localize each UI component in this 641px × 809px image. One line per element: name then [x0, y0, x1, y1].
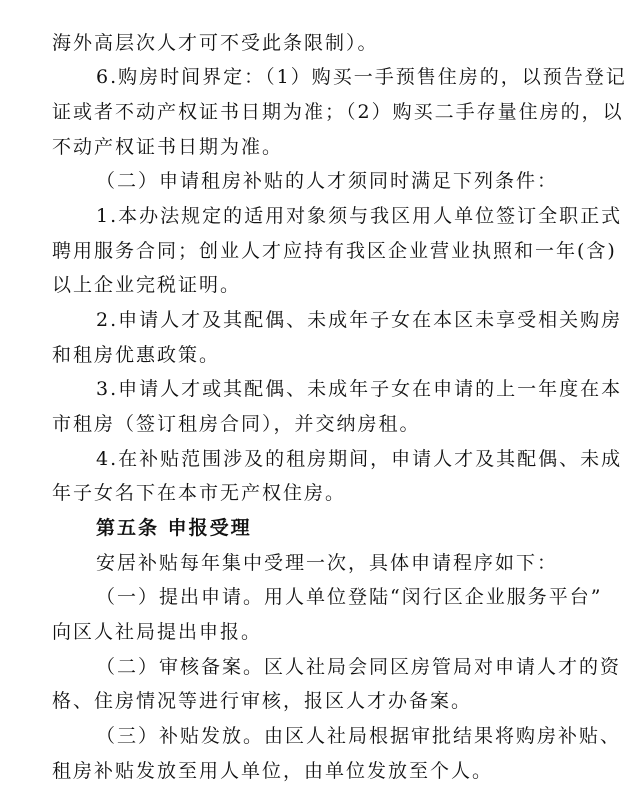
text-line: 租房补贴发放至用人单位，由单位发放至个人。	[52, 760, 494, 782]
text-line: 2.申请人才及其配偶、未成年子女在本区未享受相关购房	[96, 309, 623, 331]
text-line: 以上企业完税证明。	[52, 274, 242, 296]
text-line: 市租房（签订租房合同），并交纳房租。	[52, 413, 421, 435]
text-line: 证或者不动产权证书日期为准；（2）购买二手存量住房的，以	[52, 101, 624, 123]
text-line: 格、住房情况等进行审核，报区人才办备案。	[52, 690, 473, 712]
text-line: （三）补贴发放。由区人社局根据审批结果将购房补贴、	[96, 725, 622, 747]
text-line: 聘用服务合同；创业人才应持有我区企业营业执照和一年(含)	[52, 240, 617, 262]
text-line: 海外高层次人才可不受此条限制）。	[52, 32, 379, 54]
text-line: 1.本办法规定的适用对象须与我区用人单位签订全职正式	[96, 205, 623, 227]
text-line: 6.购房时间界定：（1）购买一手预售住房的，以预告登记	[96, 66, 627, 88]
text-line: （二）审核备案。区人社局会同区房管局对申请人才的资	[96, 656, 622, 678]
text-line: （一）提出申请。用人单位登陆“闵行区企业服务平台”	[96, 586, 603, 608]
text-line: 4.在补贴范围涉及的租房期间，申请人才及其配偶、未成	[96, 448, 623, 470]
text-line: 安居补贴每年集中受理一次，具体申请程序如下：	[96, 552, 559, 574]
section-heading: 第五条 申报受理	[96, 517, 252, 539]
text-line: 和租房优惠政策。	[52, 344, 221, 366]
text-line: 年子女名下在本市无产权住房。	[52, 482, 347, 504]
text-line: 向区人社局提出申报。	[52, 621, 263, 643]
text-line: （二）申请租房补贴的人才须同时满足下列条件：	[96, 170, 559, 192]
text-line: 3.申请人才或其配偶、未成年子女在申请的上一年度在本	[96, 378, 623, 400]
text-line: 不动产权证书日期为准。	[52, 136, 284, 158]
